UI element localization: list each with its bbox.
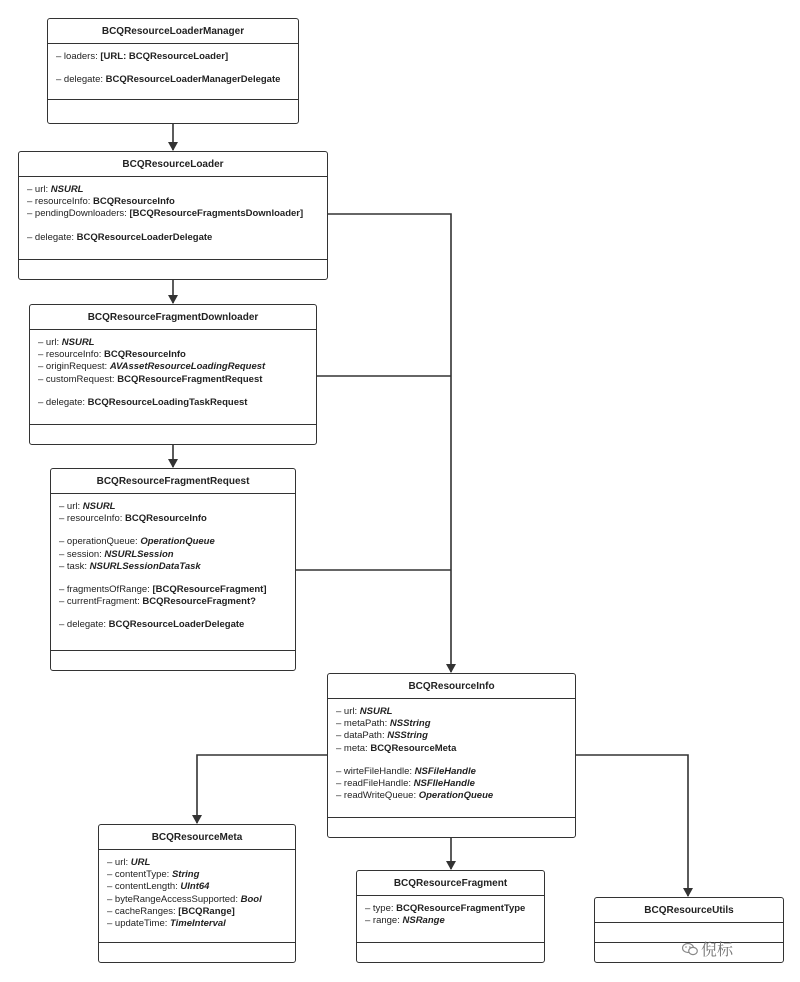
attribute-row: [336, 790, 567, 802]
class-title: BCQResourceFragmentRequest: [51, 469, 295, 494]
attribute-name: – delegate:: [56, 74, 106, 86]
class-title: BCQResourceFragment: [357, 871, 544, 896]
attribute-name: – range:: [365, 915, 403, 927]
edge-info-to-meta: [197, 755, 327, 823]
attribute-type: NSString: [387, 730, 428, 742]
attribute-row: [38, 361, 308, 373]
attribute-name: – customRequest:: [38, 373, 118, 385]
attribute-name: – loaders:: [56, 51, 101, 62]
attribute-type: BCQResourceFragmentType: [396, 903, 526, 914]
class-box-resource-info[interactable]: [327, 673, 576, 838]
attribute-name: – originRequest:: [38, 361, 110, 373]
attribute-name: – byteRangeAccessSupported:: [107, 893, 241, 905]
class-box-resource-fragment-request[interactable]: [50, 468, 296, 671]
class-box-resource-meta[interactable]: [98, 824, 296, 963]
attribute-row: [365, 903, 536, 915]
attribute-name: – readFileHandle:: [336, 778, 414, 790]
class-box-resource-fragment-downloader[interactable]: [29, 304, 317, 445]
attribute-row: [59, 549, 287, 561]
attribute-row: [59, 619, 287, 631]
attribute-type: URL: [130, 857, 151, 868]
attribute-row: [59, 584, 287, 596]
attribute-row: [27, 184, 319, 196]
attribute-row: [27, 208, 319, 220]
attribute-name: – operationQueue:: [59, 536, 141, 548]
attribute-row: [59, 501, 287, 513]
attribute-row: [56, 51, 290, 63]
attribute-list: [51, 494, 295, 651]
class-box-resource-loader-manager[interactable]: [47, 18, 299, 124]
attribute-list: [357, 896, 544, 943]
attribute-name: – delegate:: [59, 619, 109, 631]
attribute-row: [107, 869, 287, 881]
attribute-row: [107, 918, 287, 930]
attribute-row: [56, 74, 290, 86]
attribute-type: NSURL: [359, 706, 393, 717]
attribute-row: [107, 881, 287, 893]
class-title: BCQResourceUtils: [595, 898, 783, 923]
attribute-row: [59, 596, 287, 608]
watermark: [682, 937, 733, 960]
attribute-name: – url:: [59, 501, 83, 512]
attribute-type: NSFIleHandle: [413, 778, 475, 790]
class-box-resource-fragment[interactable]: [356, 870, 545, 963]
class-title: BCQResourceInfo: [328, 674, 575, 699]
attribute-row: [59, 561, 287, 573]
attribute-list: [19, 177, 327, 260]
attribute-row: [336, 743, 567, 755]
attribute-type: [URL: BCQResourceLoader]: [100, 51, 229, 62]
attribute-type: BCQResourceMeta: [370, 742, 457, 754]
attribute-row: [336, 730, 567, 742]
attribute-type: NSURL: [50, 184, 84, 195]
edge-info-to-utils: [576, 755, 688, 896]
attribute-name: – url:: [336, 706, 360, 717]
attribute-type: NSRange: [402, 915, 445, 927]
attribute-row: [107, 857, 287, 869]
attribute-type: BCQResourceFragment?: [142, 596, 256, 608]
attribute-row: [38, 337, 308, 349]
attribute-name: – url:: [38, 337, 62, 348]
attribute-type: [BCQResourceFragment]: [152, 584, 267, 596]
attribute-type: BCQResourceInfo: [104, 349, 186, 361]
attribute-name: – resourceInfo:: [59, 513, 126, 525]
attribute-name: – task:: [59, 560, 90, 572]
attribute-row: [365, 915, 536, 927]
attribute-name: – contentType:: [107, 869, 172, 881]
attribute-name: – pendingDownloaders:: [27, 208, 130, 220]
attribute-type: OperationQueue: [418, 790, 494, 802]
class-title: BCQResourceFragmentDownloader: [30, 305, 316, 330]
class-title: BCQResourceMeta: [99, 825, 295, 850]
attribute-type: NSURL: [61, 337, 95, 348]
attribute-name: – cacheRanges:: [107, 905, 179, 917]
attribute-row: [107, 906, 287, 918]
attribute-name: – delegate:: [38, 396, 88, 408]
attribute-type: NSURLSessionDataTask: [89, 560, 201, 572]
attribute-type: OperationQueue: [140, 536, 215, 548]
class-box-resource-loader[interactable]: [18, 151, 328, 280]
attribute-type: BCQResourceLoaderManagerDelegate: [105, 74, 281, 86]
attribute-row: [59, 536, 287, 548]
attribute-name: – type:: [365, 903, 397, 914]
attribute-row: [336, 778, 567, 790]
edge-loader-to-info: [328, 214, 451, 672]
attribute-row: [59, 513, 287, 525]
attribute-type: [BCQResourceFragmentsDownloader]: [129, 208, 304, 220]
attribute-name: – fragmentsOfRange:: [59, 584, 153, 596]
attribute-row: [27, 196, 319, 208]
attribute-row: [107, 894, 287, 906]
attribute-list: [99, 850, 295, 943]
attribute-name: – url:: [27, 184, 51, 195]
attribute-type: BCQResourceInfo: [125, 513, 207, 525]
attribute-row: [38, 349, 308, 361]
wechat-icon: [682, 942, 698, 956]
attribute-row: [336, 718, 567, 730]
attribute-name: – wirteFileHandle:: [336, 765, 415, 777]
attribute-type: NSFileHandle: [414, 765, 476, 777]
attribute-type: AVAssetResourceLoadingRequest: [109, 361, 266, 373]
attribute-type: BCQResourceFragmentRequest: [117, 373, 263, 385]
attribute-name: – url:: [107, 857, 131, 868]
attribute-name: – contentLength:: [107, 881, 181, 893]
attribute-type: String: [171, 869, 200, 881]
attribute-row: [27, 232, 319, 244]
attribute-type: NSURL: [82, 501, 116, 512]
attribute-type: Bool: [240, 893, 262, 905]
attribute-name: – metaPath:: [336, 718, 390, 730]
attribute-type: UInt64: [180, 881, 210, 893]
attribute-type: BCQResourceInfo: [93, 196, 175, 208]
attribute-type: BCQResourceLoaderDelegate: [108, 619, 245, 631]
attribute-row: [336, 706, 567, 718]
attribute-type: BCQResourceLoadingTaskRequest: [87, 396, 248, 408]
watermark-text: 倪标: [701, 942, 734, 959]
attribute-name: – updateTime:: [107, 918, 171, 930]
attribute-row: [38, 397, 308, 409]
attribute-row: [38, 374, 308, 386]
attribute-type: [BCQRange]: [178, 905, 235, 917]
attribute-list: [328, 699, 575, 818]
attribute-type: BCQResourceLoaderDelegate: [76, 231, 213, 243]
attribute-type: NSURLSession: [104, 548, 174, 560]
attribute-row: [336, 766, 567, 778]
class-title: BCQResourceLoaderManager: [48, 19, 298, 44]
attribute-name: – resourceInfo:: [38, 349, 105, 361]
attribute-list: [48, 44, 298, 100]
class-title: BCQResourceLoader: [19, 152, 327, 177]
attribute-type: NSString: [389, 718, 431, 730]
attribute-name: – dataPath:: [336, 730, 388, 742]
attribute-name: – meta:: [336, 742, 371, 754]
attribute-name: – currentFragment:: [59, 596, 143, 608]
attribute-name: – readWriteQueue:: [336, 790, 419, 802]
attribute-list: [30, 330, 316, 425]
attribute-name: – session:: [59, 548, 105, 560]
attribute-name: – delegate:: [27, 231, 77, 243]
attribute-type: TimeInterval: [170, 918, 226, 930]
attribute-name: – resourceInfo:: [27, 196, 94, 208]
